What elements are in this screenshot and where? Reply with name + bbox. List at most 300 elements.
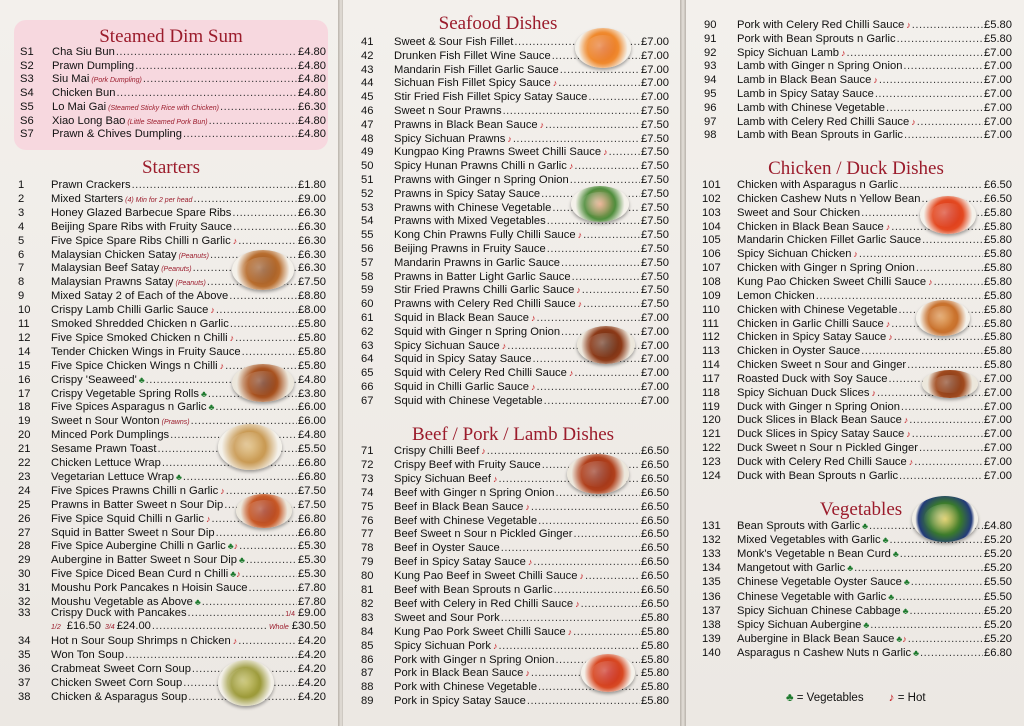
item-number: 113 bbox=[702, 345, 720, 358]
item-name: Mandarin Prawns in Garlic Sauce bbox=[394, 256, 561, 269]
item-number: 90 bbox=[704, 19, 717, 31]
item-number: 17 bbox=[18, 387, 31, 400]
item-name: Sichuan Fish Fillet Spicy Sauce bbox=[394, 77, 551, 90]
item-price: £7.00 bbox=[641, 91, 669, 104]
item-price: £4.20 bbox=[298, 676, 326, 689]
starters-heading: Starters bbox=[141, 157, 201, 178]
item-number: 86 bbox=[361, 653, 374, 666]
item-price: £6.50 bbox=[641, 500, 669, 513]
item-note: (4) Min for 2 per head bbox=[125, 196, 193, 204]
item-name: Bean Sprouts with Garlic bbox=[737, 520, 861, 532]
chilli-icon: ♪ bbox=[507, 133, 512, 144]
item-name: Mangetout with Garlic bbox=[737, 562, 846, 575]
item-name: Lamb with Ginger n Spring Onion bbox=[737, 60, 903, 73]
chilli-icon: ♪ bbox=[579, 571, 584, 582]
item-number: 21 bbox=[18, 443, 31, 456]
item-number: 112 bbox=[702, 331, 720, 344]
item-note: (Pork Dumpling) bbox=[91, 77, 142, 85]
chilli-icon: ♪ bbox=[928, 276, 933, 287]
menu-item-4 bbox=[18, 220, 326, 234]
menu-item-44 bbox=[361, 76, 669, 90]
item-price: £7.50 bbox=[641, 118, 669, 131]
item-name: Spicy Sichuan Chinese Cabbage bbox=[737, 604, 901, 617]
item-number: 12 bbox=[18, 331, 31, 344]
item-price: £6.00 bbox=[298, 415, 326, 428]
item-price: £5.50 bbox=[984, 576, 1012, 589]
item-price: £5.20 bbox=[984, 562, 1012, 575]
vegetable-icon: ♣ bbox=[863, 619, 870, 630]
menu-item-30 bbox=[18, 567, 326, 581]
item-price: £4.20 bbox=[298, 648, 326, 661]
item-number: 19 bbox=[18, 415, 31, 428]
menu-item-s4 bbox=[20, 86, 326, 100]
item-name: Mandarin Chicken Fillet Garlic Sauce bbox=[737, 234, 922, 247]
item-price: £7.50 bbox=[641, 201, 669, 214]
item-price: £9.00 bbox=[298, 192, 326, 205]
item-number: 11 bbox=[18, 318, 30, 330]
item-price: £6.50 bbox=[641, 584, 669, 596]
item-name: Kung Pao Pork Sweet Chilli Sauce bbox=[394, 625, 566, 638]
item-price: £5.30 bbox=[298, 554, 326, 567]
menu-item-9 bbox=[18, 289, 326, 303]
chilli-icon: ♪ bbox=[575, 598, 580, 609]
vegetable-icon: ♣ bbox=[892, 549, 899, 560]
menu-item-51 bbox=[361, 173, 669, 187]
item-price: £7.50 bbox=[641, 256, 669, 269]
item-number: 38 bbox=[18, 690, 31, 703]
item-price: £4.80 bbox=[298, 46, 326, 58]
item-number: 85 bbox=[361, 639, 374, 652]
menu-item-49 bbox=[361, 145, 669, 159]
item-name: Prawns in Batter Sweet n Sour Dip bbox=[51, 498, 224, 511]
item-price: £7.00 bbox=[984, 46, 1012, 59]
item-price: £5.80 bbox=[641, 667, 669, 680]
item-name: Duck with Ginger n Spring Onion bbox=[737, 400, 900, 413]
menu-item-45 bbox=[361, 90, 669, 104]
menu-item-s7 bbox=[20, 127, 326, 141]
item-number: 75 bbox=[361, 500, 374, 513]
item-name: Crispy 'Seaweed' bbox=[51, 373, 137, 386]
chilli-icon: ♪ bbox=[567, 626, 573, 637]
item-name: Hot n Sour Soup Shrimps n Chicken bbox=[51, 635, 231, 647]
item-number: 105 bbox=[702, 234, 721, 247]
item-name: Lamb with Bean Sprouts in Garlic bbox=[737, 129, 904, 142]
item-name: Squid in Black Bean Sauce bbox=[394, 312, 529, 324]
item-price: £4.80 bbox=[298, 373, 326, 386]
item-name: Roasted Duck with Soy Sauce bbox=[737, 372, 888, 385]
item-name: Pork with Ginger n Spring Onion bbox=[394, 653, 555, 666]
item-name: Lamb in Spicy Satay Sauce bbox=[737, 88, 874, 100]
item-name: Chinese Vegetable with Garlic bbox=[737, 590, 887, 603]
item-price: £5.80 bbox=[984, 303, 1012, 316]
item-number: 74 bbox=[361, 486, 374, 499]
chilli-icon: ♪ bbox=[493, 473, 498, 484]
item-name: Chicken Cashew Nuts n Yellow Bean bbox=[737, 192, 921, 205]
item-name: Duck with Bean Sprouts n Garlic bbox=[737, 469, 899, 482]
chilli-icon: ♪ bbox=[903, 415, 909, 426]
vegetables-heading: Vegetables bbox=[819, 499, 903, 520]
item-number: S4 bbox=[20, 87, 34, 100]
item-price: £4.80 bbox=[298, 128, 326, 141]
chilli-icon: ♪ bbox=[568, 368, 574, 379]
menu-item-33: 33 Crispy Duck with Pancakes ..... 1/4 £9.00 bbox=[18, 606, 326, 620]
item-price: £7.00 bbox=[984, 372, 1012, 385]
item-number: 56 bbox=[361, 243, 374, 255]
item-price: £7.00 bbox=[641, 353, 669, 366]
item-price: £7.50 bbox=[641, 270, 669, 283]
item-number: 101 bbox=[702, 179, 721, 191]
menu-item-97 bbox=[704, 115, 1012, 129]
item-number: 42 bbox=[361, 49, 374, 62]
chilli-icon: ♪ bbox=[885, 221, 891, 232]
chilli-icon: ♪ bbox=[888, 692, 895, 704]
chilli-icon: ♪ bbox=[501, 340, 507, 351]
item-number: 135 bbox=[702, 576, 721, 589]
menu-item-12 bbox=[18, 331, 326, 345]
item-number: 54 bbox=[361, 215, 374, 228]
item-name: Honey Glazed Barbecue Spare Ribs bbox=[51, 206, 232, 219]
item-price: £6.30 bbox=[298, 206, 326, 219]
dumplings-photo bbox=[218, 424, 282, 470]
chilli-icon: ♪ bbox=[908, 457, 914, 467]
item-name: Prawns in Black Bean Sauce bbox=[394, 118, 538, 131]
item-number: 35 bbox=[18, 648, 31, 661]
item-price: £5.80 bbox=[641, 611, 669, 624]
item-price: £6.80 bbox=[298, 457, 326, 469]
item-number: 62 bbox=[361, 325, 374, 338]
item-name: Spicy Sichuan Pork bbox=[394, 639, 492, 652]
item-price: £5.20 bbox=[984, 534, 1012, 547]
menu-item-57 bbox=[361, 256, 669, 270]
item-price: £7.50 bbox=[298, 276, 326, 289]
item-price: £7.50 bbox=[641, 243, 669, 255]
chilli-icon: ♪ bbox=[220, 485, 225, 496]
item-price: £7.00 bbox=[641, 325, 669, 338]
menu-item-29 bbox=[18, 553, 326, 567]
item-number: 102 bbox=[702, 192, 721, 205]
item-price: £7.00 bbox=[984, 115, 1012, 128]
chilli-icon: ♪ bbox=[525, 668, 530, 679]
menu-item-38 bbox=[18, 690, 326, 704]
roast-duck-photo bbox=[922, 370, 978, 398]
menu-item-50 bbox=[361, 159, 669, 173]
item-number: 81 bbox=[361, 584, 374, 596]
chilli-icon: ♪ bbox=[906, 429, 911, 440]
item-price: £4.80 bbox=[984, 520, 1012, 532]
item-number: 59 bbox=[361, 284, 374, 297]
beef-heading: Beef / Pork / Lamb Dishes bbox=[411, 424, 615, 445]
item-name: Spicy Hunan Prawns Chilli n Garlic bbox=[394, 160, 567, 173]
item-price: £5.80 bbox=[298, 345, 326, 358]
item-price: £4.80 bbox=[298, 114, 326, 127]
item-price: £7.00 bbox=[984, 129, 1012, 142]
item-name: Drunken Fish Fillet Wine Sauce bbox=[394, 49, 551, 62]
menu-item-s1 bbox=[20, 45, 326, 59]
item-price: £6.80 bbox=[298, 512, 326, 525]
item-name: Spicy Sichuan Chicken bbox=[737, 248, 852, 261]
chilli-icon: ♪ bbox=[853, 249, 858, 260]
chilli-icon: ♪ bbox=[205, 513, 211, 524]
item-name: Chicken with Ginger n Spring Onion bbox=[737, 262, 915, 275]
item-number: 96 bbox=[704, 101, 717, 114]
menu-item-3 bbox=[18, 206, 326, 220]
chilli-icon: ♪ bbox=[577, 299, 583, 310]
vegetable-icon: ♣ bbox=[230, 569, 237, 580]
item-number: 114 bbox=[702, 359, 720, 372]
chilli-icon: ♪ bbox=[539, 119, 545, 130]
item-price: £5.80 bbox=[984, 248, 1012, 261]
menu-item-5 bbox=[18, 234, 326, 248]
menu-item-s5 bbox=[20, 100, 326, 114]
item-name: Squid in Chilli Garlic Sauce bbox=[394, 381, 529, 393]
item-name: Stir Fried Fish Fillet Spicy Satay Sauce bbox=[394, 91, 588, 104]
item-name: Five Spice Chicken Wings n Chilli bbox=[51, 359, 218, 372]
item-price: £6.30 bbox=[298, 100, 326, 113]
item-name: Pork with Chinese Vegetable bbox=[394, 681, 538, 694]
item-price: £7.00 bbox=[641, 394, 669, 407]
item-price: £5.30 bbox=[298, 540, 326, 553]
item-name: Vegetarian Lettuce Wrap bbox=[51, 470, 174, 483]
item-price: £7.00 bbox=[984, 74, 1012, 87]
item-note: (Peanuts) bbox=[161, 266, 192, 274]
menu-item-120 bbox=[702, 413, 1012, 427]
menu-item-23 bbox=[18, 470, 326, 484]
menu-item-14 bbox=[18, 345, 326, 359]
duck-portion-prices: 1/2 £16.50 3/4 £24.00 ..... Whole £30.50 bbox=[51, 620, 326, 632]
item-name: Lo Mai Gai bbox=[52, 100, 107, 113]
item-number: 26 bbox=[18, 512, 31, 525]
item-number: 133 bbox=[702, 548, 721, 561]
menu-item-36 bbox=[18, 662, 326, 676]
item-name: Squid in Batter Sweet n Sour Dip bbox=[51, 526, 215, 539]
item-number: 41 bbox=[361, 36, 374, 48]
menu-item-24 bbox=[18, 484, 326, 498]
item-number: 58 bbox=[361, 270, 374, 283]
menu-item-37 bbox=[18, 676, 326, 690]
item-number: 55 bbox=[361, 229, 374, 242]
item-name: Prawn & Chives Dumpling bbox=[52, 128, 182, 141]
item-price: £7.00 bbox=[984, 88, 1012, 100]
menu-item-54 bbox=[361, 214, 669, 228]
menu-item-77 bbox=[361, 527, 669, 541]
item-name: Sweet and Sour Pork bbox=[394, 611, 500, 624]
menu-item-112 bbox=[702, 330, 1012, 344]
menu-item-107 bbox=[702, 261, 1012, 275]
item-number: 53 bbox=[361, 201, 374, 214]
item-number: 139 bbox=[702, 632, 721, 645]
chicken-heading: Chicken / Duck Dishes bbox=[768, 158, 944, 179]
item-name: Crispy Beef with Fruity Sauce bbox=[394, 458, 541, 471]
item-number: 140 bbox=[702, 646, 721, 659]
satay-photo bbox=[232, 250, 294, 290]
menu-item-133 bbox=[702, 547, 1012, 561]
menu-column-middle bbox=[343, 0, 680, 726]
item-price: £5.80 bbox=[298, 359, 326, 372]
item-name: Aubergine in Batter Sweet n Sour Dip bbox=[51, 554, 237, 567]
chilli-icon: ♪ bbox=[493, 640, 498, 651]
item-price: £5.80 bbox=[984, 234, 1012, 247]
item-price: £7.50 bbox=[641, 187, 669, 200]
item-price: £5.80 bbox=[641, 625, 669, 638]
item-price: £7.50 bbox=[641, 298, 669, 311]
item-name: Stir Fried Prawns Chilli Garlic Sauce bbox=[394, 284, 575, 297]
item-price: £7.00 bbox=[641, 77, 669, 90]
menu-item-78 bbox=[361, 541, 669, 555]
menu-item-101 bbox=[702, 178, 1012, 192]
item-name: Prawn Dumpling bbox=[52, 59, 135, 72]
menu-item-s2 bbox=[20, 59, 326, 73]
item-name: Five Spices Prawns Chilli n Garlic bbox=[51, 484, 219, 497]
item-name: Beef Sweet n Sour n Pickled Ginger bbox=[394, 528, 573, 541]
item-price: £6.80 bbox=[298, 470, 326, 483]
crispy-beef-photo bbox=[567, 454, 629, 494]
menu-item-137 bbox=[702, 604, 1012, 618]
chilli-icon: ♪ bbox=[527, 557, 533, 568]
menu-item-67 bbox=[361, 394, 669, 408]
item-price: £5.80 bbox=[984, 289, 1012, 302]
item-number: 48 bbox=[361, 132, 374, 145]
item-name: Five Spice Smoked Chicken n Chilli bbox=[51, 331, 228, 344]
vegetable-icon: ♣ bbox=[194, 597, 201, 607]
item-price: £5.80 bbox=[298, 331, 326, 344]
menu-item-82 bbox=[361, 597, 669, 611]
item-number: S5 bbox=[20, 100, 34, 113]
item-number: 43 bbox=[361, 63, 374, 76]
item-name: Spicy Sichuan Lamb bbox=[737, 46, 839, 59]
item-number: 98 bbox=[704, 129, 717, 142]
item-number: 80 bbox=[361, 570, 374, 583]
item-price: £5.20 bbox=[984, 632, 1012, 645]
item-number: 95 bbox=[704, 88, 717, 100]
chilli-icon: ♪ bbox=[603, 147, 608, 158]
item-price: £7.80 bbox=[298, 582, 326, 595]
vegetables-photo bbox=[912, 496, 978, 542]
item-number: 29 bbox=[18, 554, 31, 567]
menu-item-66 bbox=[361, 380, 669, 394]
squid-photo bbox=[577, 326, 635, 364]
item-name: Crispy Chilli Beef bbox=[394, 445, 480, 457]
item-number: 79 bbox=[361, 556, 374, 569]
item-name: Sweet n Sour Prawns bbox=[394, 105, 502, 117]
menu-item-31 bbox=[18, 581, 326, 595]
item-price: £7.00 bbox=[984, 456, 1012, 468]
menu-item-92 bbox=[704, 46, 1012, 60]
chilli-icon: ♪ bbox=[232, 636, 238, 646]
item-price: £7.00 bbox=[641, 36, 669, 48]
item-price: £4.80 bbox=[298, 59, 326, 72]
item-number: 44 bbox=[361, 77, 374, 90]
chilli-icon: ♪ bbox=[236, 569, 241, 580]
item-name: Prawns with Celery Red Chilli Sauce bbox=[394, 298, 576, 311]
item-price: £7.50 bbox=[641, 215, 669, 228]
item-name: Prawns with Chinese Vegetable bbox=[394, 201, 552, 214]
item-name: Crispy Vegetable Spring Rolls bbox=[51, 387, 199, 400]
vegetable-icon: ♣ bbox=[138, 374, 145, 385]
menu-item-43 bbox=[361, 63, 669, 77]
item-price: £7.00 bbox=[641, 63, 669, 76]
menu-item-71 bbox=[361, 444, 669, 458]
menu-item-113 bbox=[702, 344, 1012, 358]
item-name: Moushu Pork Pancakes n Hoisin Sauce bbox=[51, 582, 248, 595]
vegetable-icon: ♣ bbox=[786, 692, 794, 704]
item-name: Smoked Shredded Chicken n Garlic bbox=[51, 318, 229, 330]
item-number: 87 bbox=[361, 667, 374, 680]
item-name: Malaysian Chicken Satay bbox=[51, 248, 177, 261]
menu-item-105 bbox=[702, 233, 1012, 247]
vegetable-icon: ♣ bbox=[862, 521, 869, 531]
item-name: Prawn Crackers bbox=[51, 179, 131, 191]
item-price: £5.50 bbox=[984, 590, 1012, 603]
menu-item-140 bbox=[702, 646, 1012, 660]
item-name: Kung Pao Chicken Sweet Chilli Sauce bbox=[737, 275, 927, 288]
item-price: £7.50 bbox=[641, 229, 669, 242]
item-number: 9 bbox=[18, 290, 25, 303]
item-number: 134 bbox=[702, 562, 721, 575]
item-name: Lamb with Chinese Vegetable bbox=[737, 101, 886, 114]
menu-item-136 bbox=[702, 590, 1012, 604]
menu-item-114 bbox=[702, 358, 1012, 372]
chilli-icon: ♪ bbox=[530, 382, 536, 392]
item-price: £5.80 bbox=[984, 317, 1012, 330]
item-name: Lemon Chicken bbox=[737, 289, 815, 302]
item-name: Sweet n Sour Wonton bbox=[51, 415, 160, 428]
item-note: (Little Steamed Pork Bun) bbox=[127, 118, 208, 126]
menu-item-119 bbox=[702, 400, 1012, 414]
item-price: £6.50 bbox=[641, 486, 669, 499]
item-price: £4.20 bbox=[298, 635, 326, 647]
item-name: Chicken in Black Bean Sauce bbox=[737, 220, 884, 233]
item-name: Prawns in Spicy Satay Sauce bbox=[394, 187, 541, 200]
item-number: 64 bbox=[361, 353, 374, 366]
item-price: £7.50 bbox=[641, 160, 669, 173]
item-name: Squid with Ginger n Spring Onion bbox=[394, 325, 561, 338]
item-number: 46 bbox=[361, 105, 374, 117]
item-number: 138 bbox=[702, 618, 721, 631]
menu-item-108 bbox=[702, 275, 1012, 289]
item-name: Spicy Sichuan Duck Slices bbox=[737, 386, 870, 399]
item-price: £6.50 bbox=[984, 192, 1012, 205]
item-price: £5.80 bbox=[641, 695, 669, 708]
item-name: Lamb in Black Bean Sauce bbox=[737, 74, 872, 87]
item-name: Five Spices Asparagus n Garlic bbox=[51, 401, 207, 414]
item-number: 124 bbox=[702, 469, 721, 482]
item-number: 93 bbox=[704, 60, 717, 73]
menu-item-85 bbox=[361, 639, 669, 653]
prawns-batter-photo bbox=[236, 494, 292, 528]
menu-item-s3 bbox=[20, 72, 326, 86]
item-name: Beef with Celery in Red Chilli Sauce bbox=[394, 597, 574, 610]
item-number: S6 bbox=[20, 114, 34, 127]
item-number: 82 bbox=[361, 597, 374, 610]
item-price: £7.00 bbox=[984, 101, 1012, 114]
menu-item-55 bbox=[361, 228, 669, 242]
vegetable-icon: ♣ bbox=[903, 577, 910, 588]
item-name: Beef in Spicy Satay Sauce bbox=[394, 556, 526, 569]
chilli-icon: ♪ bbox=[210, 305, 215, 316]
item-number: 24 bbox=[18, 484, 31, 497]
item-name: Chicken Sweet Corn Soup bbox=[51, 676, 183, 689]
item-price: £6.80 bbox=[298, 526, 326, 539]
menu-item-98 bbox=[704, 128, 1012, 142]
menu-item-122 bbox=[702, 441, 1012, 455]
menu-item-123 bbox=[702, 455, 1012, 469]
item-name: Pork with Celery Red Chilli Sauce bbox=[737, 19, 905, 31]
item-number: 119 bbox=[702, 400, 720, 413]
item-price: £7.00 bbox=[984, 386, 1012, 399]
chilli-icon: ♪ bbox=[229, 332, 235, 343]
item-number: 25 bbox=[18, 498, 31, 511]
menu-item-139 bbox=[702, 632, 1012, 646]
